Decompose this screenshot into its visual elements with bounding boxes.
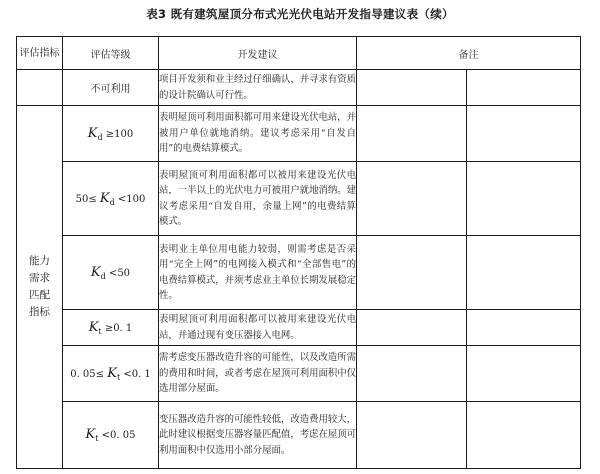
- note-cell: [357, 106, 467, 162]
- grade-cell: 0. $05\le K_t <0$. 1: [63, 346, 159, 402]
- note-cell: [467, 402, 581, 469]
- note-cell: [467, 162, 581, 236]
- header-advice: 开发建议: [159, 37, 357, 70]
- header-row: [17, 37, 581, 70]
- note-cell: [467, 70, 581, 106]
- note-cell: [357, 310, 467, 346]
- header-grade: 评估等级: [63, 37, 159, 70]
- grade-cell: $50\le K_d <100$: [63, 162, 159, 236]
- indicator-cell-empty: [17, 70, 63, 106]
- table-row: [17, 236, 581, 310]
- note-cell: [357, 162, 467, 236]
- note-cell: [357, 402, 467, 469]
- note-cell: [357, 236, 467, 310]
- table-row: [17, 106, 581, 162]
- grade-cell: $K_t \ge 0$. 1: [63, 310, 159, 346]
- advice-cell: 表明屋顶可利用面积都可用来建设光伏电站，并被用户单位就地消纳。建议考虑采用“自发自用”的电费结算模式。: [159, 106, 357, 162]
- table-row: [17, 162, 581, 236]
- table-row: [17, 346, 581, 402]
- note-cell: [357, 70, 467, 106]
- advice-cell: 变压器改造升容的可能性较低，改造费用较大，此时建议根据变压器容量匹配值，考虑在屋顶可利用面积中仅选用小部分屋面。: [159, 402, 357, 469]
- advice-cell: 表明屋顶可利用面积都可以被用来建设光伏电站，并通过现有变压器接入电网。: [159, 310, 357, 346]
- note-cell: [467, 310, 581, 346]
- header-indicator: 评估指标: [17, 37, 63, 70]
- table-title: 表3 既有建筑屋顶分布式光光伏电站开发指导建议表（续）: [146, 7, 454, 21]
- advice-cell: 表明业主单位用电能力较弱，则需考虑是否采用“完全上网”的电网接入模式和“全部售电”的电费结算模式，并须考虑业主单位长期发展稳定性。: [159, 236, 357, 310]
- grade-cell: 不可利用: [63, 70, 159, 106]
- note-cell: [467, 346, 581, 402]
- note-cell: [467, 236, 581, 310]
- advice-cell: 项目开发须和业主经过仔细确认，并寻求有资质的设计院确认可行性。: [159, 70, 357, 106]
- group-label: 能力需求匹配指标: [29, 255, 50, 318]
- grade-cell: $K_d <50$: [63, 236, 159, 310]
- note-cell: [467, 106, 581, 162]
- indicator-cell: [17, 106, 63, 469]
- grade-cell: $K_d \ge 100$: [63, 106, 159, 162]
- grade-cell: $K_t <0$. 05: [63, 402, 159, 469]
- table-row: [17, 310, 581, 346]
- advice-cell: 需考虑变压器改造升容的可能性，以及改造所需的费用和时间，或者考虑在屋顶可利用面积中仅选用部分屋面。: [159, 346, 357, 402]
- table-row: [17, 70, 581, 106]
- note-cell: [357, 346, 467, 402]
- advice-cell: 表明屋顶可利用面积都可以被用来建设光伏电站，一半以上的光伏电力可被用户就地消纳。建议考虑采用“自发自用，余量上网”的电费结算模式。: [159, 162, 357, 236]
- guidance-table: [16, 36, 581, 469]
- table-row: [17, 402, 581, 469]
- header-note: 备注: [357, 37, 581, 70]
